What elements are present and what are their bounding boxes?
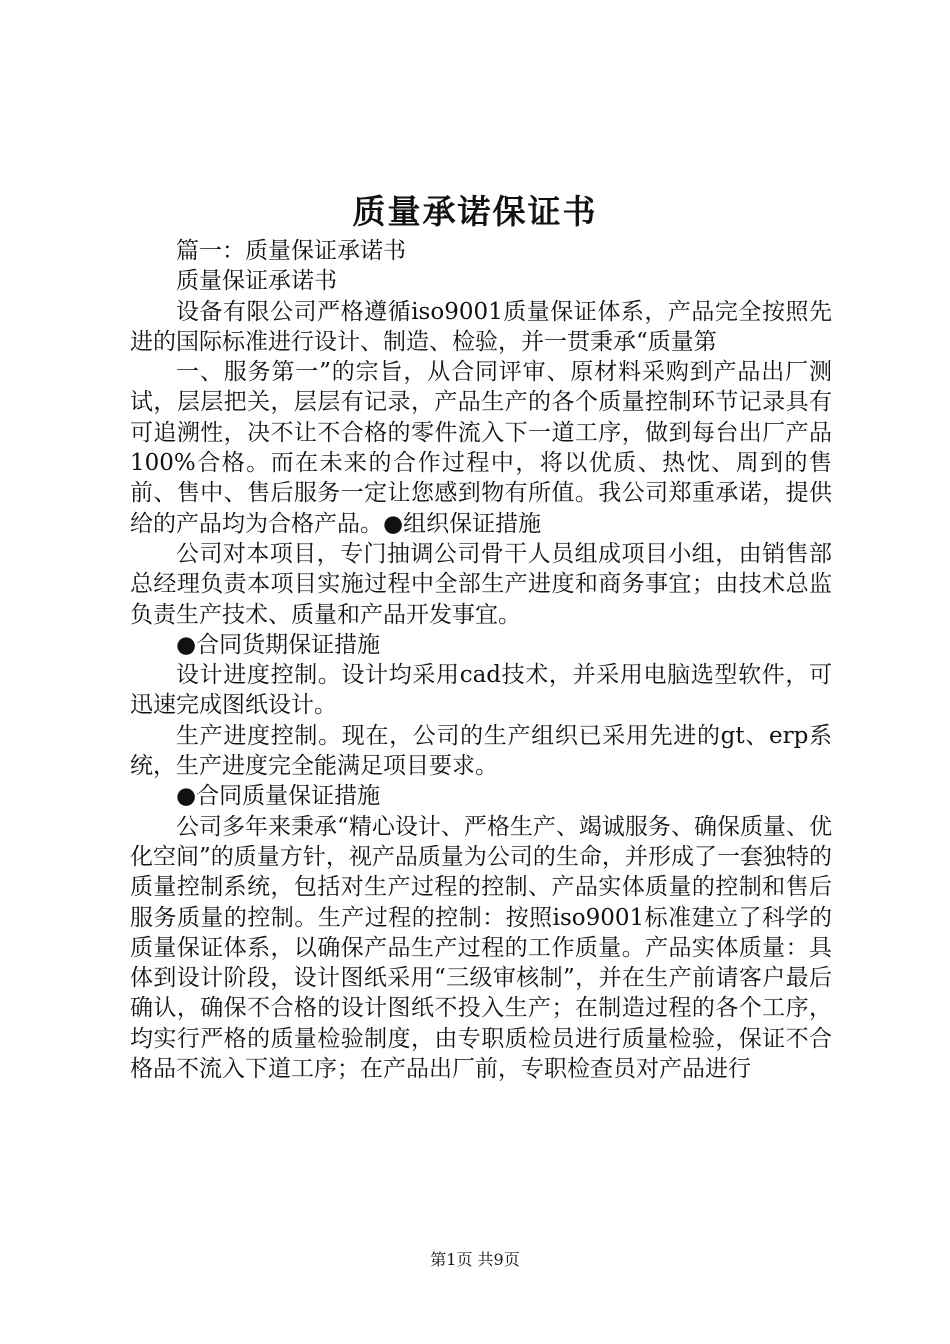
paragraph: 质量保证承诺书 — [176, 268, 337, 295]
paragraph: 一、服务第一”的宗旨，从合同评审、原材料采购到产品出厂测试，层层把关，层层有记录，产品生产的各个质量控制环节记录具有可追溯性，决不让不合格的零件流入下一道工序，做到每台出厂产品100%合格。而在未来的合作过程中，将以优质、热忱、周到的售前、售中、售后服务一定让您感到物有所值。我公司郑重承诺，提供给的产品均为合格产品。●组织保证措施 — [130, 359, 832, 537]
document-title: 质量承诺保证书 — [352, 192, 598, 231]
paragraph: ●合同货期保证措施 — [176, 631, 381, 658]
paragraph: 公司多年来秉承“精心设计、严格生产、竭诚服务、确保质量、优化空间”的质量方针，视产品质量为公司的生命，并形成了一套独特的质量控制系统，包括对生产过程的控制、产品实体质量的控制和售后服务质量的控制。生产过程的控制：按照iso9001标准建立了科学的质量保证体系，以确保产品生产过程的工作质量。产品实体质量：具体到设计阶段，设计图纸采用“三级审核制”，并在生产前请客户最后确认，确保不合格的设计图纸不投入生产；在制造过程的各个工序，均实行严格的质量检验制度，由专职质检员进行质量检验，保证不合格品不流入下道工序；在产品出厂前，专职检查员对产品进行 — [130, 813, 832, 1083]
page-footer: 第1页 共9页 — [430, 1250, 520, 1269]
paragraph: 篇一：质量保证承诺书 — [176, 238, 406, 264]
document-body — [130, 236, 832, 1084]
paragraph: 生产进度控制。现在，公司的生产组织已采用先进的gt、erp系统，生产进度完全能满足项目要求。 — [130, 722, 832, 780]
paragraph: 设备有限公司严格遵循iso9001质量保证体系，产品完全按照先进的国际标准进行设计、制造、检验，并一贯秉承“质量第 — [130, 298, 832, 355]
paragraph: ●合同质量保证措施 — [176, 783, 381, 810]
paragraph: 设计进度控制。设计均采用cad技术，并采用电脑选型软件，可迅速完成图纸设计。 — [130, 662, 832, 719]
paragraph: 公司对本项目，专门抽调公司骨干人员组成项目小组，由销售部总经理负责本项目实施过程中全部生产进度和商务事宜；由技术总监负责生产技术、质量和产品开发事宜。 — [130, 540, 832, 628]
